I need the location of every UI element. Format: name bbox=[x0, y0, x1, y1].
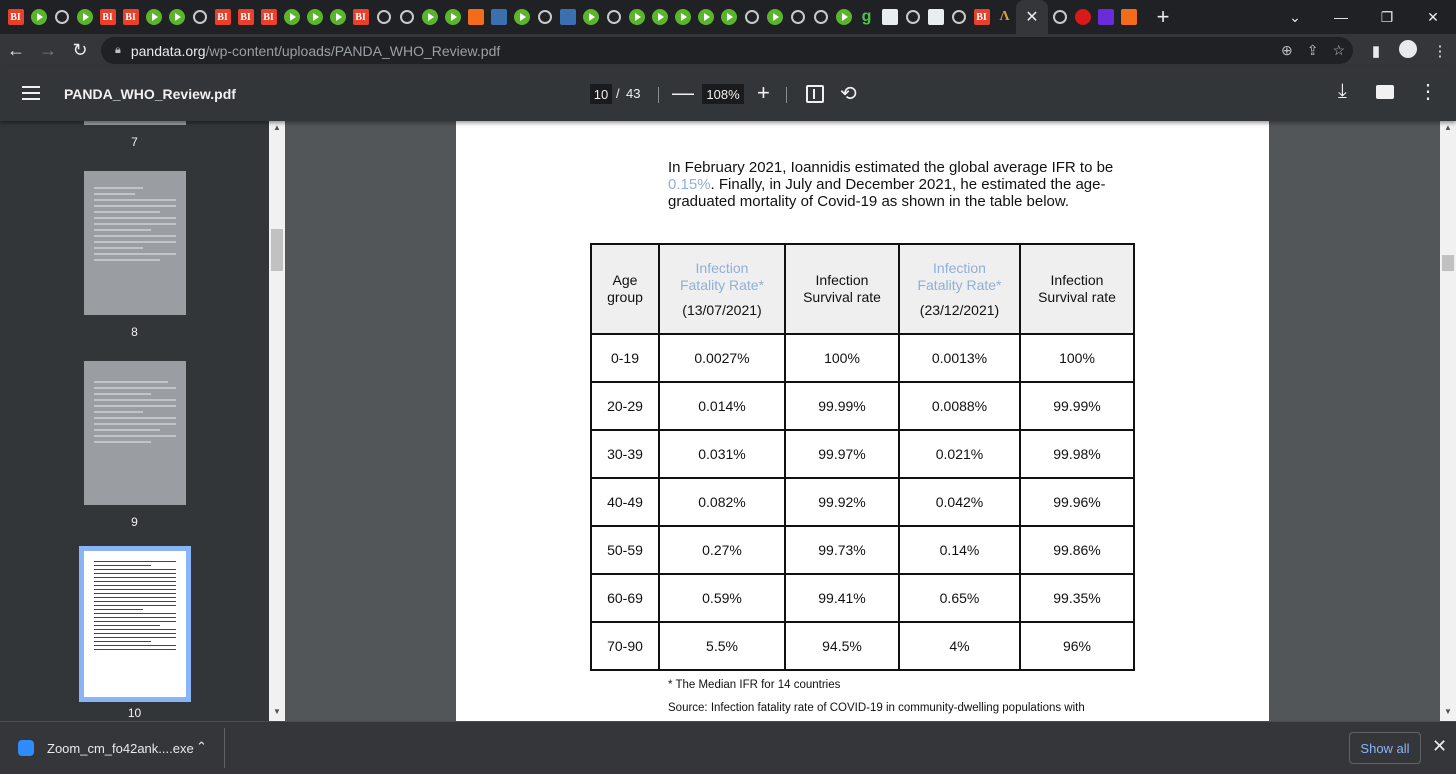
scrollbar-thumb[interactable] bbox=[1442, 255, 1454, 271]
table-footnote: * The Median IFR for 14 countries bbox=[668, 679, 841, 691]
table-cell: 99.92% bbox=[785, 478, 899, 526]
tab[interactable] bbox=[303, 0, 326, 34]
table-cell: 0.0088% bbox=[899, 382, 1020, 430]
play-icon bbox=[583, 9, 599, 25]
play-icon bbox=[767, 9, 783, 25]
paragraph-text: In February 2021, Ioannidis estimated the global average IFR to be bbox=[668, 159, 1114, 176]
header-age-group bbox=[591, 244, 659, 334]
bookmark-icon bbox=[468, 9, 484, 25]
restore-icon[interactable]: ❐ bbox=[1380, 8, 1394, 25]
tab[interactable] bbox=[211, 0, 234, 34]
zoom-in-button[interactable]: + bbox=[757, 80, 770, 105]
globe-icon bbox=[55, 10, 69, 24]
window-controls bbox=[1272, 0, 1456, 34]
tab-search-icon[interactable]: ⌄ bbox=[1289, 8, 1301, 25]
tab[interactable] bbox=[418, 0, 441, 34]
table-cell: 100% bbox=[1020, 334, 1134, 382]
tab[interactable] bbox=[188, 0, 211, 34]
play-icon bbox=[836, 9, 852, 25]
address-bar[interactable] bbox=[101, 37, 1353, 64]
tab-strip bbox=[0, 0, 1456, 34]
tab[interactable] bbox=[372, 0, 395, 34]
download-bar bbox=[0, 721, 1456, 774]
menu-icon[interactable]: ⋮ bbox=[1432, 42, 1448, 60]
toolbar-divider bbox=[786, 87, 787, 103]
page-thumbnail[interactable] bbox=[84, 361, 186, 505]
table-cell: 94.5% bbox=[785, 622, 899, 670]
tab[interactable] bbox=[809, 0, 832, 34]
table-row bbox=[591, 574, 1134, 622]
globe-icon bbox=[607, 10, 621, 24]
bi-icon: BI bbox=[974, 9, 990, 25]
page-thumbnail-selected[interactable] bbox=[84, 551, 186, 697]
bi-icon: BI bbox=[215, 9, 231, 25]
ifr-table bbox=[590, 243, 1135, 671]
toolbar-divider bbox=[658, 87, 659, 103]
tab[interactable] bbox=[234, 0, 257, 34]
play-icon bbox=[31, 9, 47, 25]
tab[interactable] bbox=[27, 0, 50, 34]
globe-icon bbox=[745, 10, 759, 24]
header-date: (23/12/2021) bbox=[919, 301, 1000, 318]
header-text: Infection bbox=[1050, 272, 1104, 288]
pdf-toolbar bbox=[0, 67, 1456, 121]
header-survival-july bbox=[785, 244, 899, 334]
table-cell: 0-19 bbox=[591, 334, 659, 382]
download-file-name[interactable]: Zoom_cm_fo42ank....exe bbox=[47, 741, 194, 756]
header-text: Fatality Rate* bbox=[917, 276, 1002, 293]
header-text: Age bbox=[612, 272, 638, 288]
tab[interactable] bbox=[395, 0, 418, 34]
header-date: (13/07/2021) bbox=[682, 301, 762, 318]
tab[interactable] bbox=[694, 0, 717, 34]
table-cell: 60-69 bbox=[591, 574, 659, 622]
bi-icon: BI bbox=[238, 9, 254, 25]
omnibox-actions bbox=[1281, 37, 1345, 64]
more-options-icon[interactable]: ⋮ bbox=[1418, 81, 1438, 103]
table-row bbox=[591, 526, 1134, 574]
pdf-title: PANDA_WHO_Review.pdf bbox=[64, 86, 236, 102]
sidebar-toggle-icon[interactable] bbox=[22, 86, 40, 100]
table-cell: 96% bbox=[1020, 622, 1134, 670]
paragraph bbox=[668, 159, 1128, 210]
play-icon bbox=[652, 9, 668, 25]
tab[interactable] bbox=[970, 0, 993, 34]
chevron-up-icon[interactable]: ⌃ bbox=[196, 739, 207, 754]
table-cell: 50-59 bbox=[591, 526, 659, 574]
globe-icon bbox=[1053, 10, 1067, 24]
header-text: group bbox=[607, 289, 643, 305]
thumbnail-sidebar bbox=[0, 121, 269, 721]
page-thumbnail[interactable] bbox=[84, 121, 186, 125]
table-cell: 100% bbox=[785, 334, 899, 382]
table-row bbox=[591, 478, 1134, 526]
tab[interactable] bbox=[257, 0, 280, 34]
tab[interactable] bbox=[119, 0, 142, 34]
tab[interactable] bbox=[280, 0, 303, 34]
table-cell: 0.65% bbox=[899, 574, 1020, 622]
table-cell: 0.021% bbox=[899, 430, 1020, 478]
zoom-app-icon bbox=[18, 740, 34, 756]
bookmark-icon bbox=[1121, 9, 1137, 25]
table-header-row bbox=[591, 244, 1134, 334]
tab[interactable] bbox=[993, 0, 1016, 34]
header-ifr-december bbox=[899, 244, 1020, 334]
amber-icon: Λ bbox=[999, 9, 1010, 24]
play-icon bbox=[445, 9, 461, 25]
tab[interactable] bbox=[510, 0, 533, 34]
thumbnail-label: 7 bbox=[131, 135, 138, 149]
tab[interactable] bbox=[73, 0, 96, 34]
scrollbar-thumb[interactable] bbox=[271, 229, 283, 271]
header-text: Infection bbox=[695, 259, 749, 276]
tab[interactable] bbox=[602, 0, 625, 34]
table-cell: 0.27% bbox=[659, 526, 785, 574]
bi-icon: BI bbox=[8, 9, 24, 25]
play-icon bbox=[675, 9, 691, 25]
tab[interactable] bbox=[1048, 0, 1071, 34]
table-source: Source: Infection fatality rate of COVID-19 in community-dwelling populations with bbox=[668, 702, 1085, 714]
table-cell: 70-90 bbox=[591, 622, 659, 670]
tab[interactable] bbox=[142, 0, 165, 34]
tab[interactable] bbox=[464, 0, 487, 34]
bi-icon: BI bbox=[100, 9, 116, 25]
star-icon[interactable]: ☆ bbox=[1332, 42, 1345, 58]
table-cell: 0.0013% bbox=[899, 334, 1020, 382]
play-icon bbox=[169, 9, 185, 25]
globe-icon bbox=[791, 10, 805, 24]
print-icon[interactable] bbox=[1376, 85, 1394, 99]
close-window-icon[interactable]: ✕ bbox=[1427, 8, 1439, 25]
page-number-input[interactable]: 10 bbox=[590, 84, 612, 104]
minimize-icon[interactable]: — bbox=[1334, 9, 1348, 25]
table-cell: 0.082% bbox=[659, 478, 785, 526]
play-icon bbox=[721, 9, 737, 25]
play-icon bbox=[629, 9, 645, 25]
header-survival-december bbox=[1020, 244, 1134, 334]
globe-icon bbox=[538, 10, 552, 24]
tab[interactable] bbox=[165, 0, 188, 34]
reload-icon[interactable]: ↻ bbox=[72, 40, 88, 60]
profile-avatar[interactable] bbox=[1392, 40, 1424, 62]
tile-icon bbox=[882, 9, 898, 25]
globe-icon bbox=[906, 10, 920, 24]
play-icon bbox=[77, 9, 93, 25]
scroll-up-icon[interactable]: ▲ bbox=[1444, 123, 1452, 132]
table-cell: 20-29 bbox=[591, 382, 659, 430]
globe-icon bbox=[814, 10, 828, 24]
rotate-icon[interactable]: ⟲ bbox=[840, 83, 857, 105]
table-row bbox=[591, 430, 1134, 478]
table-cell: 99.73% bbox=[785, 526, 899, 574]
url-host: pandata.org bbox=[130, 42, 206, 59]
scroll-down-icon[interactable]: ▼ bbox=[273, 707, 281, 716]
url-path: /wp-content/uploads/PANDA_WHO_Review.pdf bbox=[205, 42, 501, 59]
tab[interactable] bbox=[648, 0, 671, 34]
blue-app-icon bbox=[560, 9, 576, 25]
download-separator bbox=[224, 728, 225, 768]
red-app-icon bbox=[1075, 9, 1091, 25]
thumbnail-label: 8 bbox=[131, 325, 138, 339]
table-cell: 99.98% bbox=[1020, 430, 1134, 478]
table-row bbox=[591, 382, 1134, 430]
tab[interactable] bbox=[947, 0, 970, 34]
tab[interactable] bbox=[556, 0, 579, 34]
viewer-scrollbar[interactable] bbox=[1440, 121, 1456, 721]
play-icon bbox=[307, 9, 323, 25]
tab[interactable] bbox=[832, 0, 855, 34]
table-cell: 30-39 bbox=[591, 430, 659, 478]
table-cell: 99.99% bbox=[1020, 382, 1134, 430]
play-icon bbox=[698, 9, 714, 25]
bi-icon: BI bbox=[353, 9, 369, 25]
active-tab[interactable] bbox=[1016, 0, 1048, 34]
lock-icon[interactable]: 🔒︎ bbox=[115, 44, 121, 56]
table-cell: 4% bbox=[899, 622, 1020, 670]
g-icon: g bbox=[861, 8, 872, 25]
tab[interactable] bbox=[1117, 0, 1140, 34]
tab[interactable] bbox=[855, 0, 878, 34]
table-cell: 99.96% bbox=[1020, 478, 1134, 526]
show-all-button[interactable]: Show all bbox=[1349, 732, 1421, 764]
header-text: Infection bbox=[815, 272, 869, 288]
header-text: Survival rate bbox=[803, 289, 881, 305]
globe-icon bbox=[377, 10, 391, 24]
tab[interactable] bbox=[671, 0, 694, 34]
table-cell: 5.5% bbox=[659, 622, 785, 670]
table-cell: 0.014% bbox=[659, 382, 785, 430]
table-row bbox=[591, 622, 1134, 670]
tab[interactable] bbox=[763, 0, 786, 34]
table-cell: 40-49 bbox=[591, 478, 659, 526]
table-cell: 99.41% bbox=[785, 574, 899, 622]
zoom-level-input[interactable]: 108% bbox=[702, 84, 744, 104]
page-separator: / bbox=[616, 86, 620, 101]
download-icon[interactable]: ⤓ bbox=[1338, 80, 1347, 102]
play-icon bbox=[284, 9, 300, 25]
globe-icon bbox=[952, 10, 966, 24]
tab[interactable] bbox=[4, 0, 27, 34]
tab[interactable] bbox=[96, 0, 119, 34]
tab[interactable] bbox=[786, 0, 809, 34]
tab[interactable] bbox=[579, 0, 602, 34]
header-text: Fatality Rate* bbox=[679, 276, 765, 293]
tile-icon bbox=[928, 9, 944, 25]
ifr-link[interactable]: 0.15% bbox=[668, 176, 711, 193]
pdf-page bbox=[456, 121, 1269, 721]
browser-toolbar bbox=[0, 34, 1456, 67]
table-cell: 0.0027% bbox=[659, 334, 785, 382]
new-tab-button[interactable]: + bbox=[1156, 4, 1170, 29]
page-thumbnail[interactable] bbox=[84, 171, 186, 315]
avatar bbox=[1399, 40, 1417, 58]
table-cell: 99.86% bbox=[1020, 526, 1134, 574]
tab[interactable] bbox=[487, 0, 510, 34]
tab[interactable] bbox=[441, 0, 464, 34]
tab[interactable] bbox=[924, 0, 947, 34]
play-icon bbox=[146, 9, 162, 25]
scroll-up-icon[interactable]: ▲ bbox=[273, 123, 281, 132]
paragraph-text: . Finally, in July and December 2021, he estimated the age-graduated mortality of Covid-19 as shown in the table below. bbox=[668, 176, 1106, 210]
table-cell: 0.14% bbox=[899, 526, 1020, 574]
tab[interactable] bbox=[50, 0, 73, 34]
header-text: Survival rate bbox=[1038, 289, 1116, 305]
tab[interactable] bbox=[625, 0, 648, 34]
tab[interactable] bbox=[717, 0, 740, 34]
bi-icon: BI bbox=[123, 9, 139, 25]
bi-icon: BI bbox=[261, 9, 277, 25]
tab[interactable] bbox=[1094, 0, 1117, 34]
globe-icon bbox=[400, 10, 414, 24]
tab[interactable] bbox=[901, 0, 924, 34]
play-icon bbox=[422, 9, 438, 25]
toolbar-right bbox=[1360, 34, 1456, 67]
close-icon[interactable]: ✕ bbox=[1432, 736, 1448, 756]
scroll-down-icon[interactable]: ▼ bbox=[1444, 707, 1452, 716]
mail-icon bbox=[1098, 9, 1114, 25]
table-cell: 99.99% bbox=[785, 382, 899, 430]
forward-icon[interactable]: → bbox=[39, 40, 57, 60]
table-row bbox=[591, 334, 1134, 382]
pdf-viewer bbox=[285, 121, 1440, 721]
thumbnail-label: 9 bbox=[131, 515, 138, 529]
tab[interactable] bbox=[349, 0, 372, 34]
back-icon[interactable]: ← bbox=[7, 40, 25, 60]
table-cell: 99.35% bbox=[1020, 574, 1134, 622]
tab[interactable] bbox=[326, 0, 349, 34]
sidebar-scrollbar[interactable] bbox=[269, 121, 285, 721]
share-icon[interactable]: ⇪ bbox=[1306, 42, 1319, 58]
tab[interactable] bbox=[1071, 0, 1094, 34]
play-icon bbox=[514, 9, 530, 25]
tab[interactable] bbox=[533, 0, 556, 34]
fit-page-icon[interactable] bbox=[806, 85, 824, 103]
table-cell: 99.97% bbox=[785, 430, 899, 478]
tab[interactable] bbox=[740, 0, 763, 34]
zoom-out-button[interactable]: — bbox=[672, 80, 694, 105]
tab-favicons bbox=[0, 0, 1178, 34]
header-text: Infection bbox=[933, 259, 986, 276]
side-panel-icon[interactable]: ▮ bbox=[1371, 42, 1381, 60]
blue-app-icon bbox=[491, 9, 507, 25]
tab[interactable] bbox=[878, 0, 901, 34]
table-cell: 0.59% bbox=[659, 574, 785, 622]
tab-close-icon[interactable]: ✕ bbox=[1025, 9, 1039, 26]
header-ifr-july bbox=[659, 244, 785, 334]
thumbnail-label: 10 bbox=[127, 706, 142, 720]
zoom-icon[interactable]: ⊕ bbox=[1280, 42, 1293, 58]
play-icon bbox=[330, 9, 346, 25]
page-total: 43 bbox=[626, 86, 641, 101]
globe-icon bbox=[193, 10, 207, 24]
table-cell: 0.042% bbox=[899, 478, 1020, 526]
table-cell: 0.031% bbox=[659, 430, 785, 478]
